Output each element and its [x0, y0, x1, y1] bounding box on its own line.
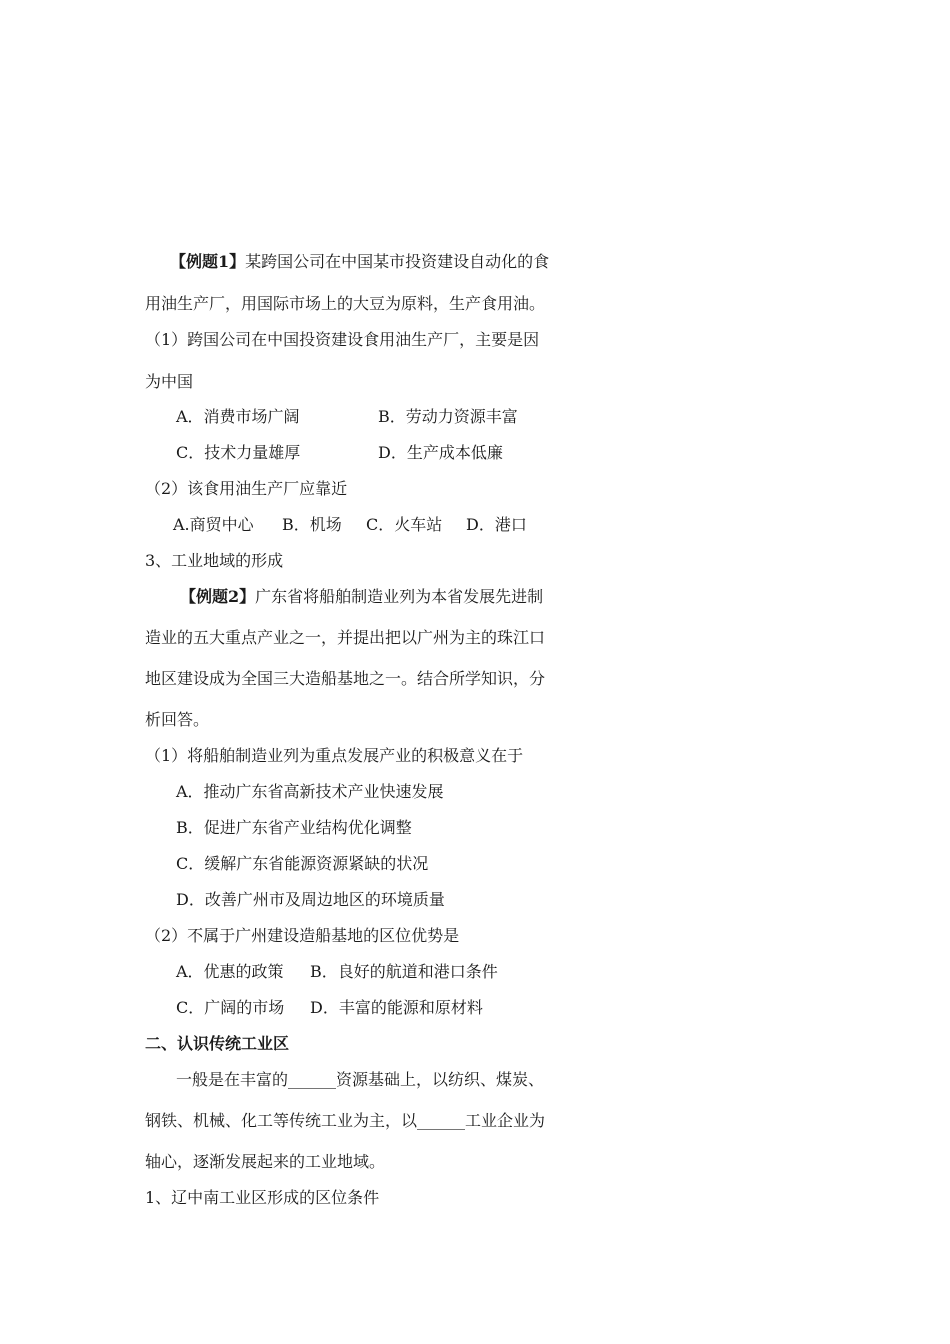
part-2-heading: 二、认识传统工业区 — [145, 1034, 290, 1053]
option-d: D．生产成本低廉 — [378, 443, 503, 462]
option-a: A．消费市场广阔 — [176, 407, 300, 426]
option-c: C．火车站 — [366, 515, 443, 534]
example-2-line-1 — [180, 587, 543, 607]
part-2-item-1: 1、辽中南工业区形成的区位条件 — [145, 1188, 380, 1207]
part-2-paragraph-line-2: 钢铁、机械、化工等传统工业为主，以______工业企业为 — [145, 1111, 546, 1130]
example-1-line-2: 用油生产厂，用国际市场上的大豆为原料，生产食用油。 — [145, 294, 546, 313]
example-1-label: 【例题1】 — [170, 252, 246, 271]
example-2-q1-option-c: C．缓解广东省能源资源紧缺的状况 — [176, 854, 429, 873]
example-1-line-1 — [170, 252, 549, 272]
option-d: D．丰富的能源和原材料 — [310, 998, 483, 1017]
example-1-text-1: 某跨国公司在中国某市投资建设自动化的食 — [245, 252, 550, 271]
part-2-paragraph-line-3: 轴心，逐渐发展起来的工业地域。 — [145, 1152, 386, 1171]
section-3-heading: 3、工业地域的形成 — [145, 551, 284, 570]
example-2-q1-option-a: A．推动广东省高新技术产业快速发展 — [176, 782, 444, 801]
option-b: B．劳动力资源丰富 — [378, 407, 518, 426]
example-2-q1-option-b: B．促进广东省产业结构优化调整 — [176, 818, 412, 837]
example-2-line-4: 析回答。 — [145, 710, 210, 729]
option-d: D．港口 — [466, 515, 527, 534]
example-2-text-1: 广东省将船舶制造业列为本省发展先进制 — [255, 587, 544, 606]
example-2-question-2: （2）不属于广州建设造船基地的区位优势是 — [145, 926, 460, 945]
example-2-question-1: （1）将船舶制造业列为重点发展产业的积极意义在于 — [145, 746, 524, 765]
option-c: C．广阔的市场 — [176, 998, 285, 1017]
example-2-line-2: 造业的五大重点产业之一，并提出把以广州为主的珠江口 — [145, 628, 546, 647]
part-2-paragraph-line-1: 一般是在丰富的______资源基础上，以纺织、煤炭、 — [176, 1070, 545, 1089]
example-1-question-1-line-2: 为中国 — [145, 372, 194, 391]
option-a: A．优惠的政策 — [176, 962, 284, 981]
example-2-label: 【例题2】 — [180, 587, 256, 606]
option-c: C．技术力量雄厚 — [176, 443, 301, 462]
example-2-q1-option-d: D．改善广州市及周边地区的环境质量 — [176, 890, 445, 909]
example-2-line-3: 地区建设成为全国三大造船基地之一。结合所学知识，分 — [145, 669, 546, 688]
example-1-question-1-line-1: （1）跨国公司在中国投资建设食用油生产厂，主要是因 — [145, 330, 540, 349]
option-a: A.商贸中心 — [173, 515, 254, 534]
option-b: B．机场 — [282, 515, 342, 534]
example-1-question-2: （2）该食用油生产厂应靠近 — [145, 479, 348, 498]
option-b: B．良好的航道和港口条件 — [310, 962, 498, 981]
